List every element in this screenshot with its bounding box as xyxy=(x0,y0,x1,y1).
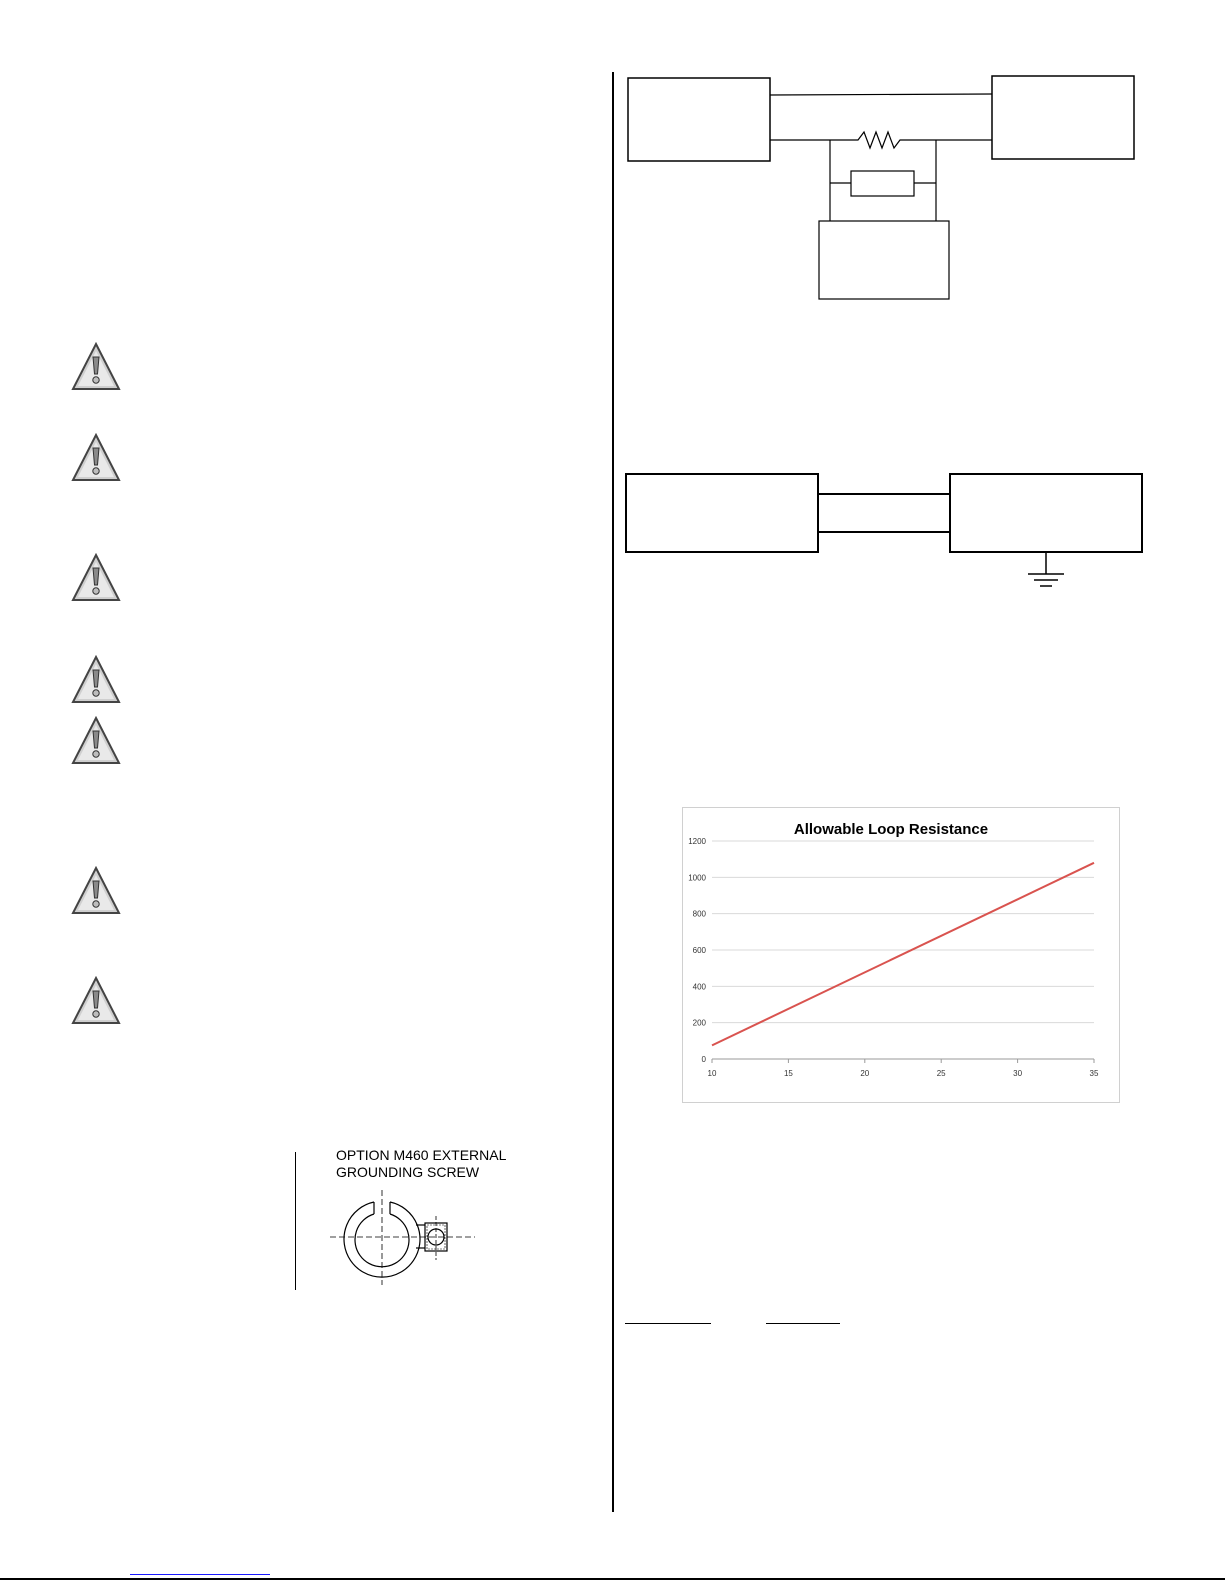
underline-blank-2 xyxy=(766,1323,840,1324)
warning-triangle-icon xyxy=(71,976,121,1026)
chart-y-tick-label: 600 xyxy=(692,946,706,955)
column-divider xyxy=(612,72,614,1512)
chart-x-tick-label: 25 xyxy=(936,1069,946,1078)
grounding-screw-diagram xyxy=(330,1190,480,1290)
grounding-divider xyxy=(295,1152,296,1290)
warning-triangle-icon xyxy=(71,866,121,916)
chart-x-tick-label: 35 xyxy=(1089,1069,1099,1078)
footer-rule xyxy=(0,1578,1225,1580)
chart-x-tick-label: 20 xyxy=(860,1069,870,1078)
chart-y-tick-label: 200 xyxy=(692,1018,706,1028)
underline-blank-1 xyxy=(625,1323,711,1324)
grounding-screw-label xyxy=(336,1147,506,1181)
loop-wiring-diagram xyxy=(620,70,1150,310)
grounding-label-line2: GROUNDING SCREW xyxy=(336,1164,480,1180)
footer-link[interactable] xyxy=(130,1574,270,1575)
grounding-label-line1: OPTION M460 EXTERNAL xyxy=(336,1147,507,1163)
chart-y-tick-label: 400 xyxy=(692,982,706,992)
chart-svg xyxy=(682,807,1120,1103)
chart-y-tick-label: 800 xyxy=(692,909,706,919)
warning-triangle-icon xyxy=(71,342,121,392)
chart-x-tick-label: 30 xyxy=(1013,1069,1023,1078)
warning-triangle-icon xyxy=(71,716,121,766)
chart-y-tick-label: 1200 xyxy=(688,837,706,846)
grounded-wiring-diagram xyxy=(620,468,1150,593)
warning-triangle-icon xyxy=(71,553,121,603)
warning-triangle-icon xyxy=(71,655,121,705)
loop-resistance-chart xyxy=(682,807,1120,1103)
warning-triangle-icon xyxy=(71,433,121,483)
chart-title: Allowable Loop Resistance xyxy=(793,821,989,838)
chart-y-tick-label: 1000 xyxy=(688,873,706,883)
chart-x-tick-label: 15 xyxy=(783,1069,793,1078)
chart-y-tick-label: 0 xyxy=(701,1055,706,1064)
chart-x-tick-label: 10 xyxy=(707,1069,717,1078)
ground-symbol-icon xyxy=(1028,552,1064,586)
